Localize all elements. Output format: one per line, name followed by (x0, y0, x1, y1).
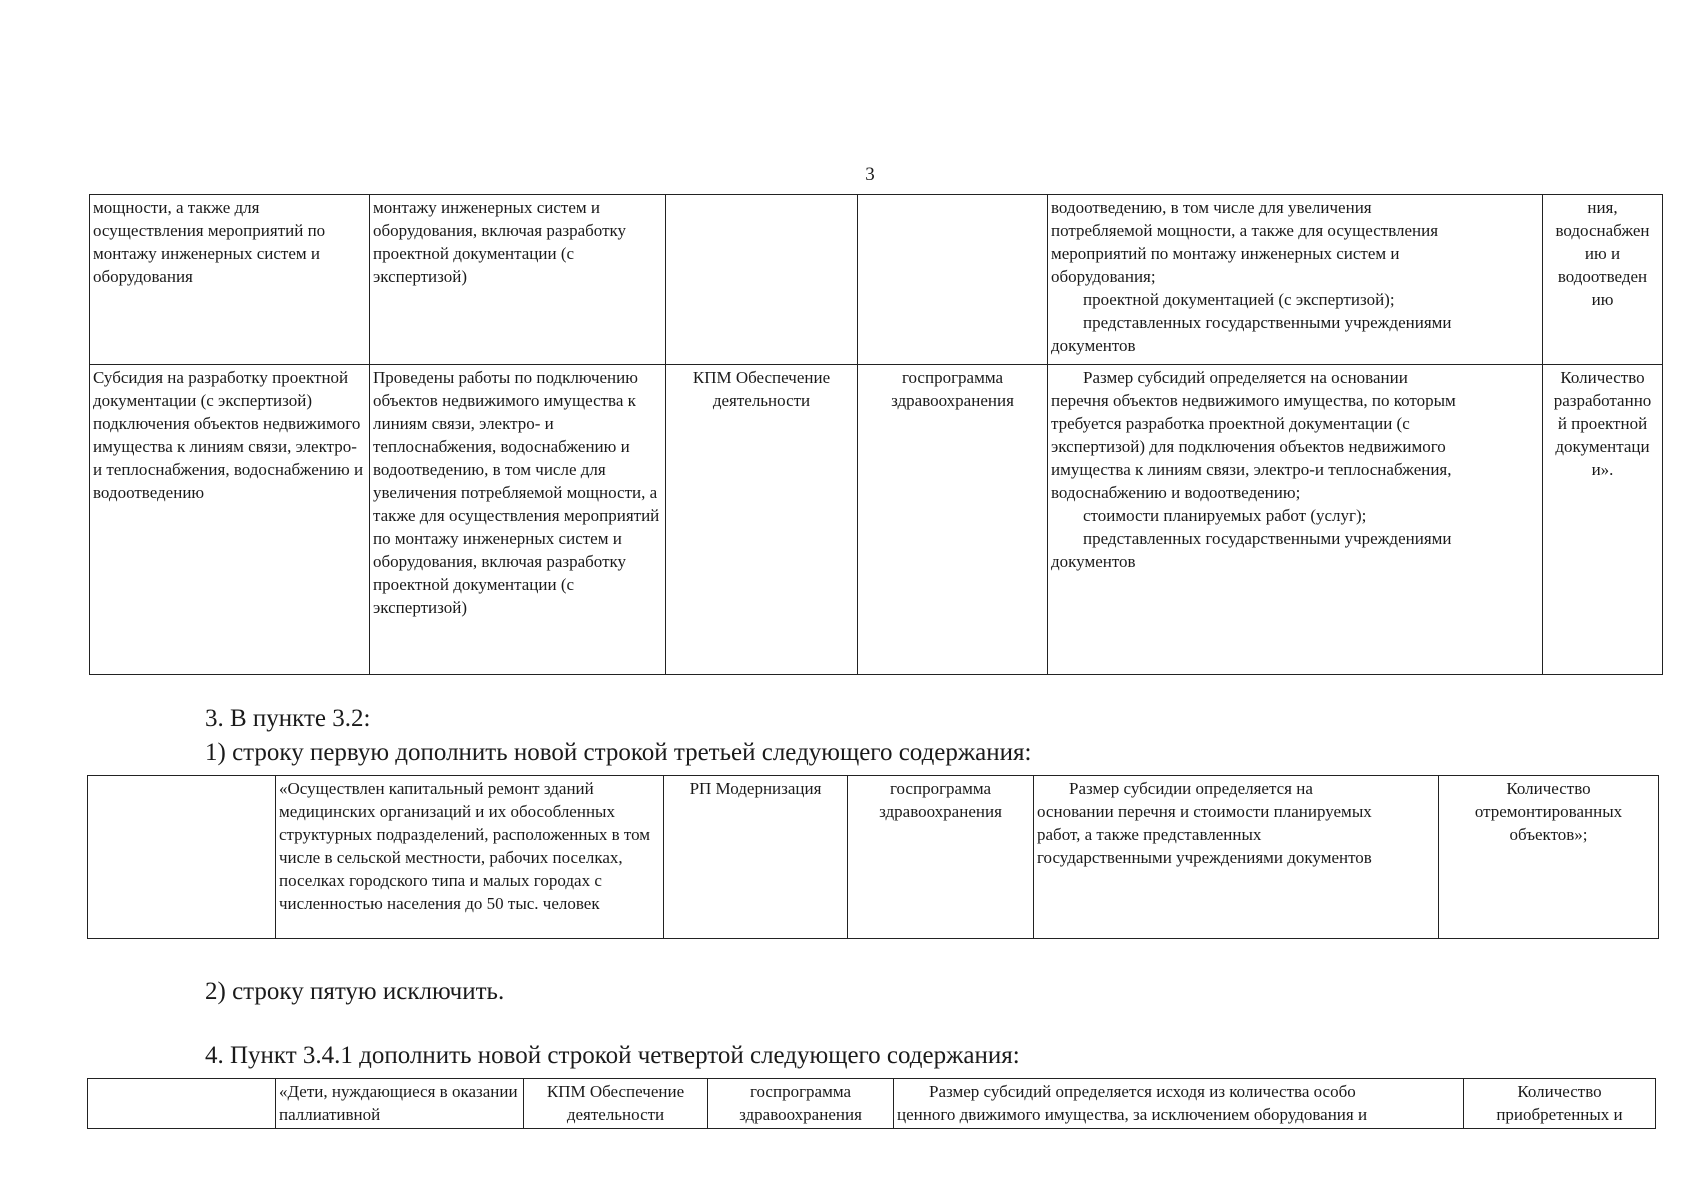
program-cell: госпрограмма здравоохранения (858, 365, 1048, 675)
indicator-line: водоснабжен (1555, 221, 1650, 240)
program-cell: госпрограмма здравоохранения (848, 776, 1034, 939)
calculation-method-cell (1034, 776, 1439, 939)
program-cell (858, 195, 1048, 365)
indicator-line: ния, (1587, 198, 1618, 217)
indicator-line: Количество (1560, 368, 1645, 387)
indicator-line: водоотведен (1557, 267, 1648, 286)
result-cell: Проведены работы по подключению объектов недвижимого имущества к линиям связи, электро- и теплоснабжения, водоснабжению и водоотведению, в том числе для увеличения потребляемой мощности, а также для осуществления мероприятий по монтажу инженерных систем и оборудования, включая разработку проектной документации (с экспертизой) (370, 365, 666, 675)
method-line: основании перечня и стоимости планируемых (1037, 802, 1372, 821)
method-line: оборудования; (1051, 267, 1156, 286)
indicator-cell: Количество приобретенных и (1464, 1079, 1656, 1129)
section-subheading-3-2: 2) строку пятую исключить. (205, 978, 505, 1005)
method-line: государственными учреждениями документов (1037, 848, 1372, 867)
method-line: проектной документацией (с экспертизой); (1083, 290, 1395, 309)
calculation-method-cell (1048, 195, 1543, 365)
result-cell: «Дети, нуждающиеся в оказании паллиативной (276, 1079, 524, 1129)
indicator-line: и». (1591, 460, 1614, 479)
indicator-line: разработанно (1553, 391, 1652, 410)
section-subheading-3-1: 1) строку первую дополнить новой строкой третьей следующего содержания: (205, 739, 1032, 766)
subsidy-table-new-row-3 (87, 775, 1659, 939)
table-row (90, 365, 1663, 675)
indicator-line: й проектной (1557, 414, 1648, 433)
method-line: представленных государственными учреждениями (1083, 529, 1452, 548)
method-line: работ, а также представленных (1037, 825, 1262, 844)
method-line: перечня объектов недвижимого имущества, по которым (1051, 391, 1456, 410)
program-cell: госпрограмма здравоохранения (708, 1079, 894, 1129)
subsidy-table-new-row-4 (87, 1078, 1656, 1129)
indicator-line: ию (1591, 290, 1614, 309)
calculation-method-cell (894, 1079, 1464, 1129)
method-line: мероприятий по монтажу инженерных систем и (1051, 244, 1400, 263)
project-cell: КПМ Обеспечение деятельности (666, 365, 858, 675)
page-number: 3 (865, 164, 875, 185)
method-line: документов (1051, 336, 1136, 355)
table-row (88, 776, 1659, 939)
method-line: имущества к линиям связи, электро-и теплоснабжения, (1051, 460, 1452, 479)
method-line: Размер субсидий определяется исходя из количества особо (929, 1082, 1356, 1101)
project-cell: КПМ Обеспечение деятельности (524, 1079, 708, 1129)
result-cell: монтажу инженерных систем и оборудования, включая разработку проектной документации (с экспертизой) (370, 195, 666, 365)
method-line: водоотведению, в том числе для увеличения (1051, 198, 1372, 217)
method-line: документов (1051, 552, 1136, 571)
calculation-method-cell (1048, 365, 1543, 675)
subsidy-table-continued (89, 194, 1663, 675)
indicator-cell (1543, 195, 1663, 365)
method-line: ценного движимого имущества, за исключением оборудования и (897, 1105, 1368, 1124)
subsidy-name-cell (88, 776, 276, 939)
indicator-line: ию и (1584, 244, 1621, 263)
indicator-line: документаци (1555, 437, 1650, 456)
table-row (88, 1079, 1656, 1129)
method-line: представленных государственными учреждениями (1083, 313, 1452, 332)
project-cell: РП Модернизация (664, 776, 848, 939)
method-line: потребляемой мощности, а также для осуществления (1051, 221, 1439, 240)
section-heading-4: 4. Пункт 3.4.1 дополнить новой строкой четвертой следующего содержания: (205, 1042, 1020, 1069)
result-cell: «Осуществлен капитальный ремонт зданий медицинских организаций и их обособленных структурных подразделений, расположенных в том числе в сельской местности, рабочих поселках, поселках городского типа и малых городах с численностью населения до 50 тыс. человек (276, 776, 664, 939)
method-line: водоснабжению и водоотведению; (1051, 483, 1301, 502)
indicator-cell: Количество отремонтированных объектов»; (1439, 776, 1659, 939)
method-line: стоимости планируемых работ (услуг); (1083, 506, 1367, 525)
section-heading-3: 3. В пункте 3.2: (205, 705, 371, 732)
table-row (90, 195, 1663, 365)
subsidy-name-cell: Субсидия на разработку проектной документации (с экспертизой) подключения объектов недвижимого имущества к линиям связи, электро-и теплоснабжения, водоснабжению и водоотведению (90, 365, 370, 675)
method-line: экспертизой) для подключения объектов недвижимого (1051, 437, 1446, 456)
method-line: требуется разработка проектной документации (с (1051, 414, 1410, 433)
indicator-cell (1543, 365, 1663, 675)
subsidy-name-cell (88, 1079, 276, 1129)
method-line: Размер субсидии определяется на (1069, 779, 1313, 798)
method-line: Размер субсидий определяется на основании (1083, 368, 1408, 387)
project-cell (666, 195, 858, 365)
subsidy-name-cell: мощности, а также для осуществления мероприятий по монтажу инженерных систем и оборудования (90, 195, 370, 365)
